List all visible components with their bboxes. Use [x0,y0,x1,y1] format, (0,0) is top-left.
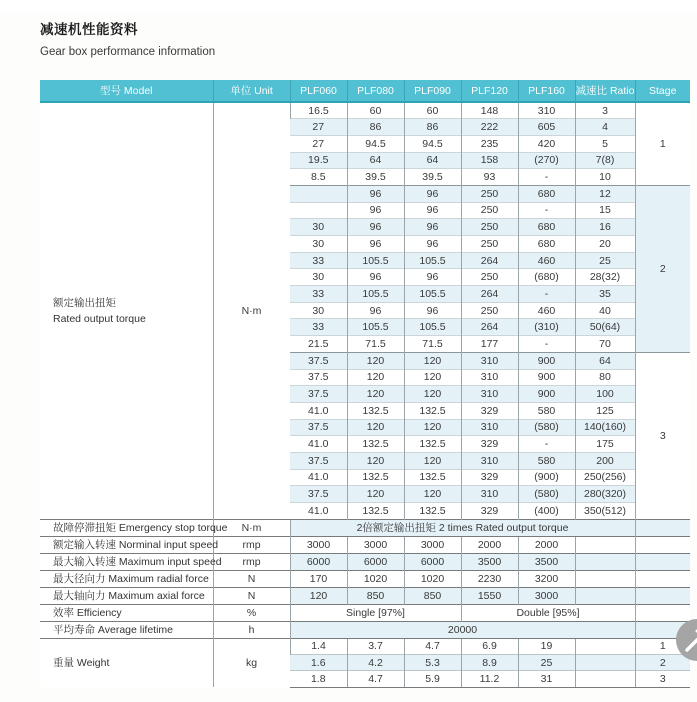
torque-value-cell: 37.5 [290,386,347,403]
spec-value-cell: 120 [290,587,347,604]
torque-value-cell: 30 [290,302,347,319]
spec-value-cell: 3000 [404,536,461,553]
torque-value-cell: 132.5 [404,436,461,453]
torque-value-cell: 30 [290,219,347,236]
spec-value-cell: 170 [290,570,347,587]
torque-value-cell: 71.5 [347,336,404,353]
torque-value-cell: 264 [461,319,518,336]
spec-value-cell: 850 [404,587,461,604]
torque-value-cell: 264 [461,286,518,303]
torque-value-cell: 250 [461,202,518,219]
torque-value-cell: (270) [518,152,575,169]
weight-value-cell: 25 [518,654,575,670]
spec-row [40,604,690,621]
spec-unit-cell: N·m [213,519,290,536]
torque-value-cell: 120 [404,386,461,403]
torque-value-cell: 41.0 [290,402,347,419]
column-header: 单位 Unit [213,80,290,102]
torque-value-cell: 96 [347,185,404,202]
torque-value-cell: (580) [518,486,575,503]
torque-value-cell: (900) [518,469,575,486]
ratio-cell [575,638,635,654]
stage-cell [635,570,690,587]
spec-row [40,519,690,536]
torque-value-cell: 120 [347,486,404,503]
torque-value-cell: 310 [461,486,518,503]
ratio-cell: 40 [575,302,635,319]
column-header: PLF080 [347,80,404,102]
spec-value-cell: 2230 [461,570,518,587]
spec-row [40,553,690,570]
spec-value-cell: 3200 [518,570,575,587]
torque-value-cell: 310 [461,352,518,369]
torque-value-cell: 64 [404,152,461,169]
column-header: 型号 Model [40,80,213,102]
torque-value-cell: 177 [461,336,518,353]
torque-value-cell: 96 [347,202,404,219]
weight-value-cell: 4.2 [347,654,404,670]
scroll-top-fab[interactable] [676,619,697,661]
torque-value-cell: 329 [461,402,518,419]
ratio-cell: 3 [575,102,635,119]
spec-unit-cell: % [213,604,290,621]
torque-value-cell: 680 [518,219,575,236]
ratio-cell: 28(32) [575,269,635,286]
spec-label-cell: 额定输入转速 Norminal input speed [40,536,213,553]
weight-value-cell: 1.8 [290,671,347,687]
torque-value-cell: 96 [347,219,404,236]
stage-cell: 1 [635,102,690,185]
torque-value-cell: 96 [404,202,461,219]
torque-value-cell: (400) [518,503,575,520]
weight-value-cell: 1.6 [290,654,347,670]
diagonal-arrow-icon [676,619,697,661]
torque-value-cell: 94.5 [347,135,404,152]
spec-value-cell: 6000 [290,553,347,570]
ratio-cell: 25 [575,252,635,269]
weight-value-cell: 1.4 [290,638,347,654]
torque-value-cell: 86 [347,119,404,136]
spec-value-cell: 3500 [518,553,575,570]
stage-cell: 2 [635,654,690,670]
spec-label-cell: 故障停滞扭矩 Emergency stop torque [40,519,213,536]
spec-label-cell: 平均寿命 Average lifetime [40,621,213,638]
torque-value-cell: 37.5 [290,419,347,436]
ratio-cell: 280(320) [575,486,635,503]
spec-unit-cell: rmp [213,536,290,553]
spec-unit-cell: N [213,570,290,587]
torque-value-cell: 21.5 [290,336,347,353]
spec-value-cell: 2000 [518,536,575,553]
weight-label-cell: 重量 Weight [40,638,213,687]
ratio-cell: 10 [575,169,635,186]
torque-value-cell: 105.5 [347,252,404,269]
torque-value-cell: 96 [404,302,461,319]
ratio-cell [575,671,635,687]
ratio-cell: 80 [575,369,635,386]
ratio-cell: 125 [575,402,635,419]
torque-value-cell: 310 [461,386,518,403]
torque-value-cell: 64 [347,152,404,169]
ratio-cell: 35 [575,286,635,303]
torque-value-cell: 105.5 [404,319,461,336]
ratio-cell [575,570,635,587]
spec-value-cell: 1020 [404,570,461,587]
torque-value-cell: 94.5 [404,135,461,152]
spec-span-cell: 20000 [290,621,635,638]
torque-value-cell: 120 [404,369,461,386]
torque-value-cell: 460 [518,252,575,269]
torque-value-cell: 27 [290,119,347,136]
spec-value-cell: 2000 [461,536,518,553]
torque-value-cell: 96 [404,269,461,286]
torque-value-cell: 71.5 [404,336,461,353]
torque-value-cell: 310 [461,369,518,386]
torque-value-cell: 605 [518,119,575,136]
column-header: PLF120 [461,80,518,102]
spec-row [40,536,690,553]
torque-value-cell: 96 [404,185,461,202]
torque-value-cell: 41.0 [290,503,347,520]
torque-value-cell: 37.5 [290,352,347,369]
weight-value-cell: 4.7 [404,638,461,654]
torque-value-cell: 19.5 [290,152,347,169]
stage-cell [635,536,690,553]
torque-value-cell: 132.5 [404,503,461,520]
spec-label-cell: 最大径向力 Maximum radial force [40,570,213,587]
stage-cell [635,519,690,536]
spec-value-cell: 850 [347,587,404,604]
torque-value-cell: 329 [461,503,518,520]
ratio-cell: 15 [575,202,635,219]
spec-row [40,621,690,638]
torque-value-cell: 222 [461,119,518,136]
weight-unit-cell: kg [213,638,290,687]
ratio-cell: 175 [575,436,635,453]
torque-value-cell: 30 [290,236,347,253]
torque-value-cell: 680 [518,185,575,202]
torque-value-cell: 310 [461,419,518,436]
stage-cell: 3 [635,671,690,687]
spec-label-cell: 最大输入转速 Maximum input speed [40,553,213,570]
ratio-cell: 64 [575,352,635,369]
spec-unit-cell: N [213,587,290,604]
spec-split-cell: Single [97%] [290,604,461,621]
ratio-cell: 5 [575,135,635,152]
stage-cell [635,553,690,570]
torque-value-cell: 900 [518,369,575,386]
torque-value-cell: 60 [347,102,404,119]
torque-value-cell: 105.5 [347,286,404,303]
torque-value-cell: 900 [518,352,575,369]
weight-row [40,638,690,654]
ratio-cell [575,536,635,553]
torque-value-cell: 39.5 [404,169,461,186]
torque-value-cell: (310) [518,319,575,336]
torque-value-cell: 120 [347,386,404,403]
ratio-cell: 250(256) [575,469,635,486]
torque-value-cell: 39.5 [347,169,404,186]
column-header: 减速比 Ratio [575,80,635,102]
torque-value-cell: 16.5 [290,102,347,119]
torque-value-cell: 158 [461,152,518,169]
torque-value-cell: 250 [461,269,518,286]
spec-value-cell: 6000 [404,553,461,570]
weight-value-cell: 6.9 [461,638,518,654]
torque-value-cell: 30 [290,269,347,286]
spec-value-cell: 3000 [347,536,404,553]
torque-value-cell: 329 [461,469,518,486]
page-top-strip [0,0,697,12]
torque-value-cell: 580 [518,402,575,419]
ratio-cell: 140(160) [575,419,635,436]
torque-value-cell: (580) [518,419,575,436]
torque-value-cell: 132.5 [404,469,461,486]
ratio-cell: 350(512) [575,503,635,520]
torque-value-cell: 96 [347,236,404,253]
torque-value-cell: 105.5 [404,286,461,303]
torque-value-cell: 96 [404,219,461,236]
torque-value-cell: 460 [518,302,575,319]
torque-value-cell: 250 [461,302,518,319]
weight-value-cell: 4.7 [347,671,404,687]
torque-row [40,102,690,119]
torque-value-cell: 120 [404,352,461,369]
torque-value-cell: 96 [404,236,461,253]
torque-unit-cell: N·m [213,102,290,519]
torque-value-cell: - [518,202,575,219]
column-header: PLF160 [518,80,575,102]
torque-label-en: Rated output torque [53,312,146,325]
torque-value-cell: 37.5 [290,369,347,386]
torque-value-cell: 132.5 [347,469,404,486]
torque-value-cell: 250 [461,219,518,236]
spec-label-cell: 最大轴向力 Maximum axial force [40,587,213,604]
torque-value-cell: 41.0 [290,436,347,453]
stage-cell [635,587,690,604]
torque-value-cell [290,202,347,219]
weight-value-cell: 5.3 [404,654,461,670]
torque-value-cell: 33 [290,319,347,336]
torque-value-cell: 8.5 [290,169,347,186]
spec-row [40,587,690,604]
column-header: PLF060 [290,80,347,102]
torque-value-cell: 132.5 [347,436,404,453]
column-header: Stage [635,80,690,102]
ratio-cell [575,654,635,670]
spec-value-cell: 6000 [347,553,404,570]
torque-value-cell: 120 [404,419,461,436]
torque-value-cell: 250 [461,236,518,253]
torque-value-cell: 86 [404,119,461,136]
torque-value-cell: 120 [347,452,404,469]
performance-table-container [40,80,690,688]
spec-value-cell: 3000 [518,587,575,604]
weight-value-cell: 19 [518,638,575,654]
spec-value-cell: 1550 [461,587,518,604]
torque-value-cell: - [518,336,575,353]
ratio-cell: 100 [575,386,635,403]
torque-value-cell: 680 [518,236,575,253]
torque-value-cell: 33 [290,252,347,269]
torque-value-cell: 148 [461,102,518,119]
torque-value-cell: 96 [347,302,404,319]
stage-cell: 1 [635,638,690,654]
torque-value-cell: - [518,436,575,453]
torque-value-cell: 310 [518,102,575,119]
spec-value-cell: 3000 [290,536,347,553]
torque-value-cell: 120 [347,352,404,369]
torque-value-cell: 27 [290,135,347,152]
torque-value-cell: 900 [518,386,575,403]
ratio-cell: 4 [575,119,635,136]
torque-value-cell: 105.5 [404,252,461,269]
ratio-cell: 70 [575,336,635,353]
torque-value-cell: 105.5 [347,319,404,336]
spec-unit-cell: h [213,621,290,638]
torque-value-cell: - [518,169,575,186]
column-header: PLF090 [404,80,461,102]
torque-value-cell: 132.5 [347,503,404,520]
torque-value-cell: 132.5 [347,402,404,419]
torque-value-cell: 420 [518,135,575,152]
torque-value-cell: 580 [518,452,575,469]
page-title: 减速机性能资料 [40,22,138,37]
stage-cell: 3 [635,352,690,519]
torque-value-cell: 250 [461,185,518,202]
torque-value-cell [290,185,347,202]
ratio-cell: 200 [575,452,635,469]
ratio-cell [575,587,635,604]
stage-cell: 2 [635,185,690,352]
torque-value-cell: 37.5 [290,452,347,469]
torque-value-cell: 329 [461,436,518,453]
ratio-cell [575,553,635,570]
torque-value-cell: 120 [404,486,461,503]
ratio-cell: 50(64) [575,319,635,336]
torque-label-cell [40,102,213,519]
torque-value-cell: 41.0 [290,469,347,486]
ratio-cell: 16 [575,219,635,236]
torque-value-cell: 120 [347,419,404,436]
spec-unit-cell: rmp [213,553,290,570]
weight-value-cell: 31 [518,671,575,687]
torque-value-cell: 60 [404,102,461,119]
spec-value-cell: 3500 [461,553,518,570]
torque-value-cell: 120 [404,452,461,469]
torque-value-cell: 264 [461,252,518,269]
ratio-cell: 12 [575,185,635,202]
spec-row [40,570,690,587]
torque-value-cell: 37.5 [290,486,347,503]
torque-value-cell: 96 [347,269,404,286]
weight-value-cell: 8.9 [461,654,518,670]
torque-value-cell: 310 [461,452,518,469]
ratio-cell: 20 [575,236,635,253]
torque-value-cell: 132.5 [404,402,461,419]
spec-value-cell: 1020 [347,570,404,587]
torque-value-cell: 93 [461,169,518,186]
spec-span-cell: 2倍额定输出扭矩 2 times Rated output torque [290,519,635,536]
ratio-cell: 7(8) [575,152,635,169]
torque-label-cn: 额定输出扭矩 [53,296,116,309]
weight-value-cell: 5.9 [404,671,461,687]
torque-value-cell: 33 [290,286,347,303]
weight-value-cell: 11.2 [461,671,518,687]
spec-label-cell: 效率 Efficiency [40,604,213,621]
performance-table [40,80,690,688]
weight-value-cell: 3.7 [347,638,404,654]
torque-value-cell: 235 [461,135,518,152]
torque-value-cell: (680) [518,269,575,286]
torque-value-cell: 120 [347,369,404,386]
torque-value-cell: - [518,286,575,303]
spec-split-cell: Double [95%] [461,604,635,621]
page-subtitle: Gear box performance information [40,46,216,58]
